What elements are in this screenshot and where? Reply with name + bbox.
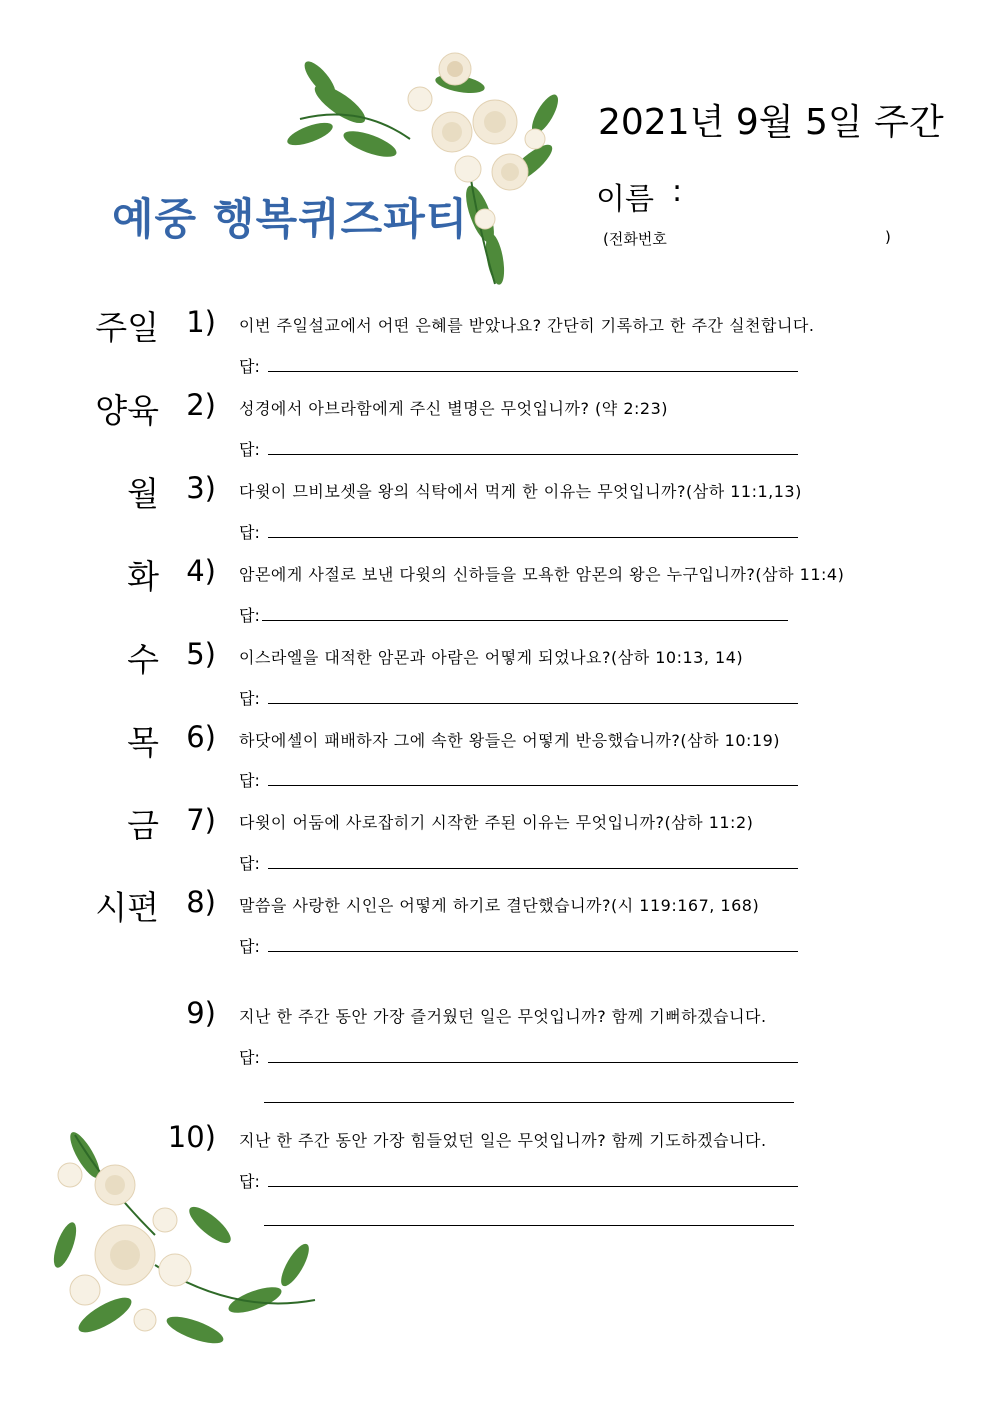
phone-label: (전화번호	[603, 230, 667, 248]
name-label: 이름	[596, 182, 654, 217]
question-text: 지난 한 주간 동안 가장 힘들었던 일은 무엇입니까? 함께 기도하겠습니다.	[239, 1131, 767, 1150]
answer-line[interactable]	[268, 454, 798, 455]
answer-label: 답:	[239, 523, 260, 542]
day-label: 화	[127, 557, 159, 596]
question-number: 2)	[186, 388, 216, 422]
day-label: 양육	[95, 391, 159, 430]
name-colon: :	[672, 174, 683, 209]
answer-line[interactable]	[262, 620, 788, 621]
answer-line-extra[interactable]	[264, 1102, 794, 1103]
question-text: 이스라엘을 대적한 암몬과 아람은 어떻게 되었나요?(삼하 10:13, 14)	[239, 648, 744, 667]
day-label: 목	[127, 723, 159, 762]
question-number: 5)	[186, 637, 216, 671]
question-number: 3)	[186, 471, 216, 505]
answer-label: 답:	[239, 854, 260, 873]
answer-label: 답:	[239, 689, 260, 708]
answer-line[interactable]	[268, 1062, 798, 1063]
answer-line[interactable]	[268, 785, 798, 786]
phone-close-paren: )	[885, 228, 891, 246]
question-text: 다윗이 어둠에 사로잡히기 시작한 주된 이유는 무엇입니까?(삼하 11:2)	[239, 813, 754, 832]
question-text: 이번 주일설교에서 어떤 은혜를 받았나요? 간단히 기록하고 한 주간 실천합니다.	[239, 316, 815, 335]
page-title: 예중 행복퀴즈파티	[112, 195, 469, 245]
answer-line[interactable]	[268, 1186, 798, 1187]
answer-line[interactable]	[268, 868, 798, 869]
question-number: 6)	[186, 720, 216, 754]
question-text: 지난 한 주간 동안 가장 즐거웠던 일은 무엇입니까? 함께 기뻐하겠습니다.	[239, 1007, 767, 1026]
question-number: 10)	[167, 1120, 216, 1154]
answer-line[interactable]	[268, 951, 798, 952]
answer-label: 답:	[239, 606, 260, 625]
question-number: 4)	[186, 554, 216, 588]
question-text: 말씀을 사랑한 시인은 어떻게 하기로 결단했습니까?(시 119:167, 168)	[239, 896, 760, 915]
answer-label: 답:	[239, 771, 260, 790]
day-label: 시편	[95, 888, 159, 927]
day-label: 금	[127, 806, 159, 845]
question-number: 8)	[186, 885, 216, 919]
answer-label: 답:	[239, 1048, 260, 1067]
answer-label: 답:	[239, 1172, 260, 1191]
day-label: 주일	[95, 308, 159, 347]
top-rose-bouquet-icon	[280, 44, 580, 294]
question-text: 하닷에셀이 패배하자 그에 속한 왕들은 어떻게 반응했습니까?(삼하 10:19)	[239, 731, 781, 750]
day-label: 수	[127, 640, 159, 679]
question-text: 다윗이 므비보셋을 왕의 식탁에서 먹게 한 이유는 무엇입니까?(삼하 11:1,13)	[239, 482, 802, 501]
answer-line[interactable]	[268, 537, 798, 538]
question-text: 암몬에게 사절로 보낸 다윗의 신하들을 모욕한 암몬의 왕은 누구입니까?(삼하 11:4)	[239, 565, 845, 584]
question-text: 성경에서 아브라함에게 주신 별명은 무엇입니까? (약 2:23)	[239, 399, 668, 418]
answer-line[interactable]	[268, 371, 798, 372]
question-number: 7)	[186, 803, 216, 837]
answer-label: 답:	[239, 440, 260, 459]
answer-label: 답:	[239, 937, 260, 956]
day-label: 월	[127, 474, 159, 513]
answer-line[interactable]	[268, 703, 798, 704]
question-number: 9)	[186, 996, 216, 1030]
bottom-rose-bouquet-icon	[45, 1125, 330, 1360]
question-number: 1)	[186, 305, 216, 339]
answer-label: 답:	[239, 357, 260, 376]
week-date: 2021년 9월 5일 주간	[598, 102, 944, 143]
answer-line-extra[interactable]	[264, 1225, 794, 1226]
